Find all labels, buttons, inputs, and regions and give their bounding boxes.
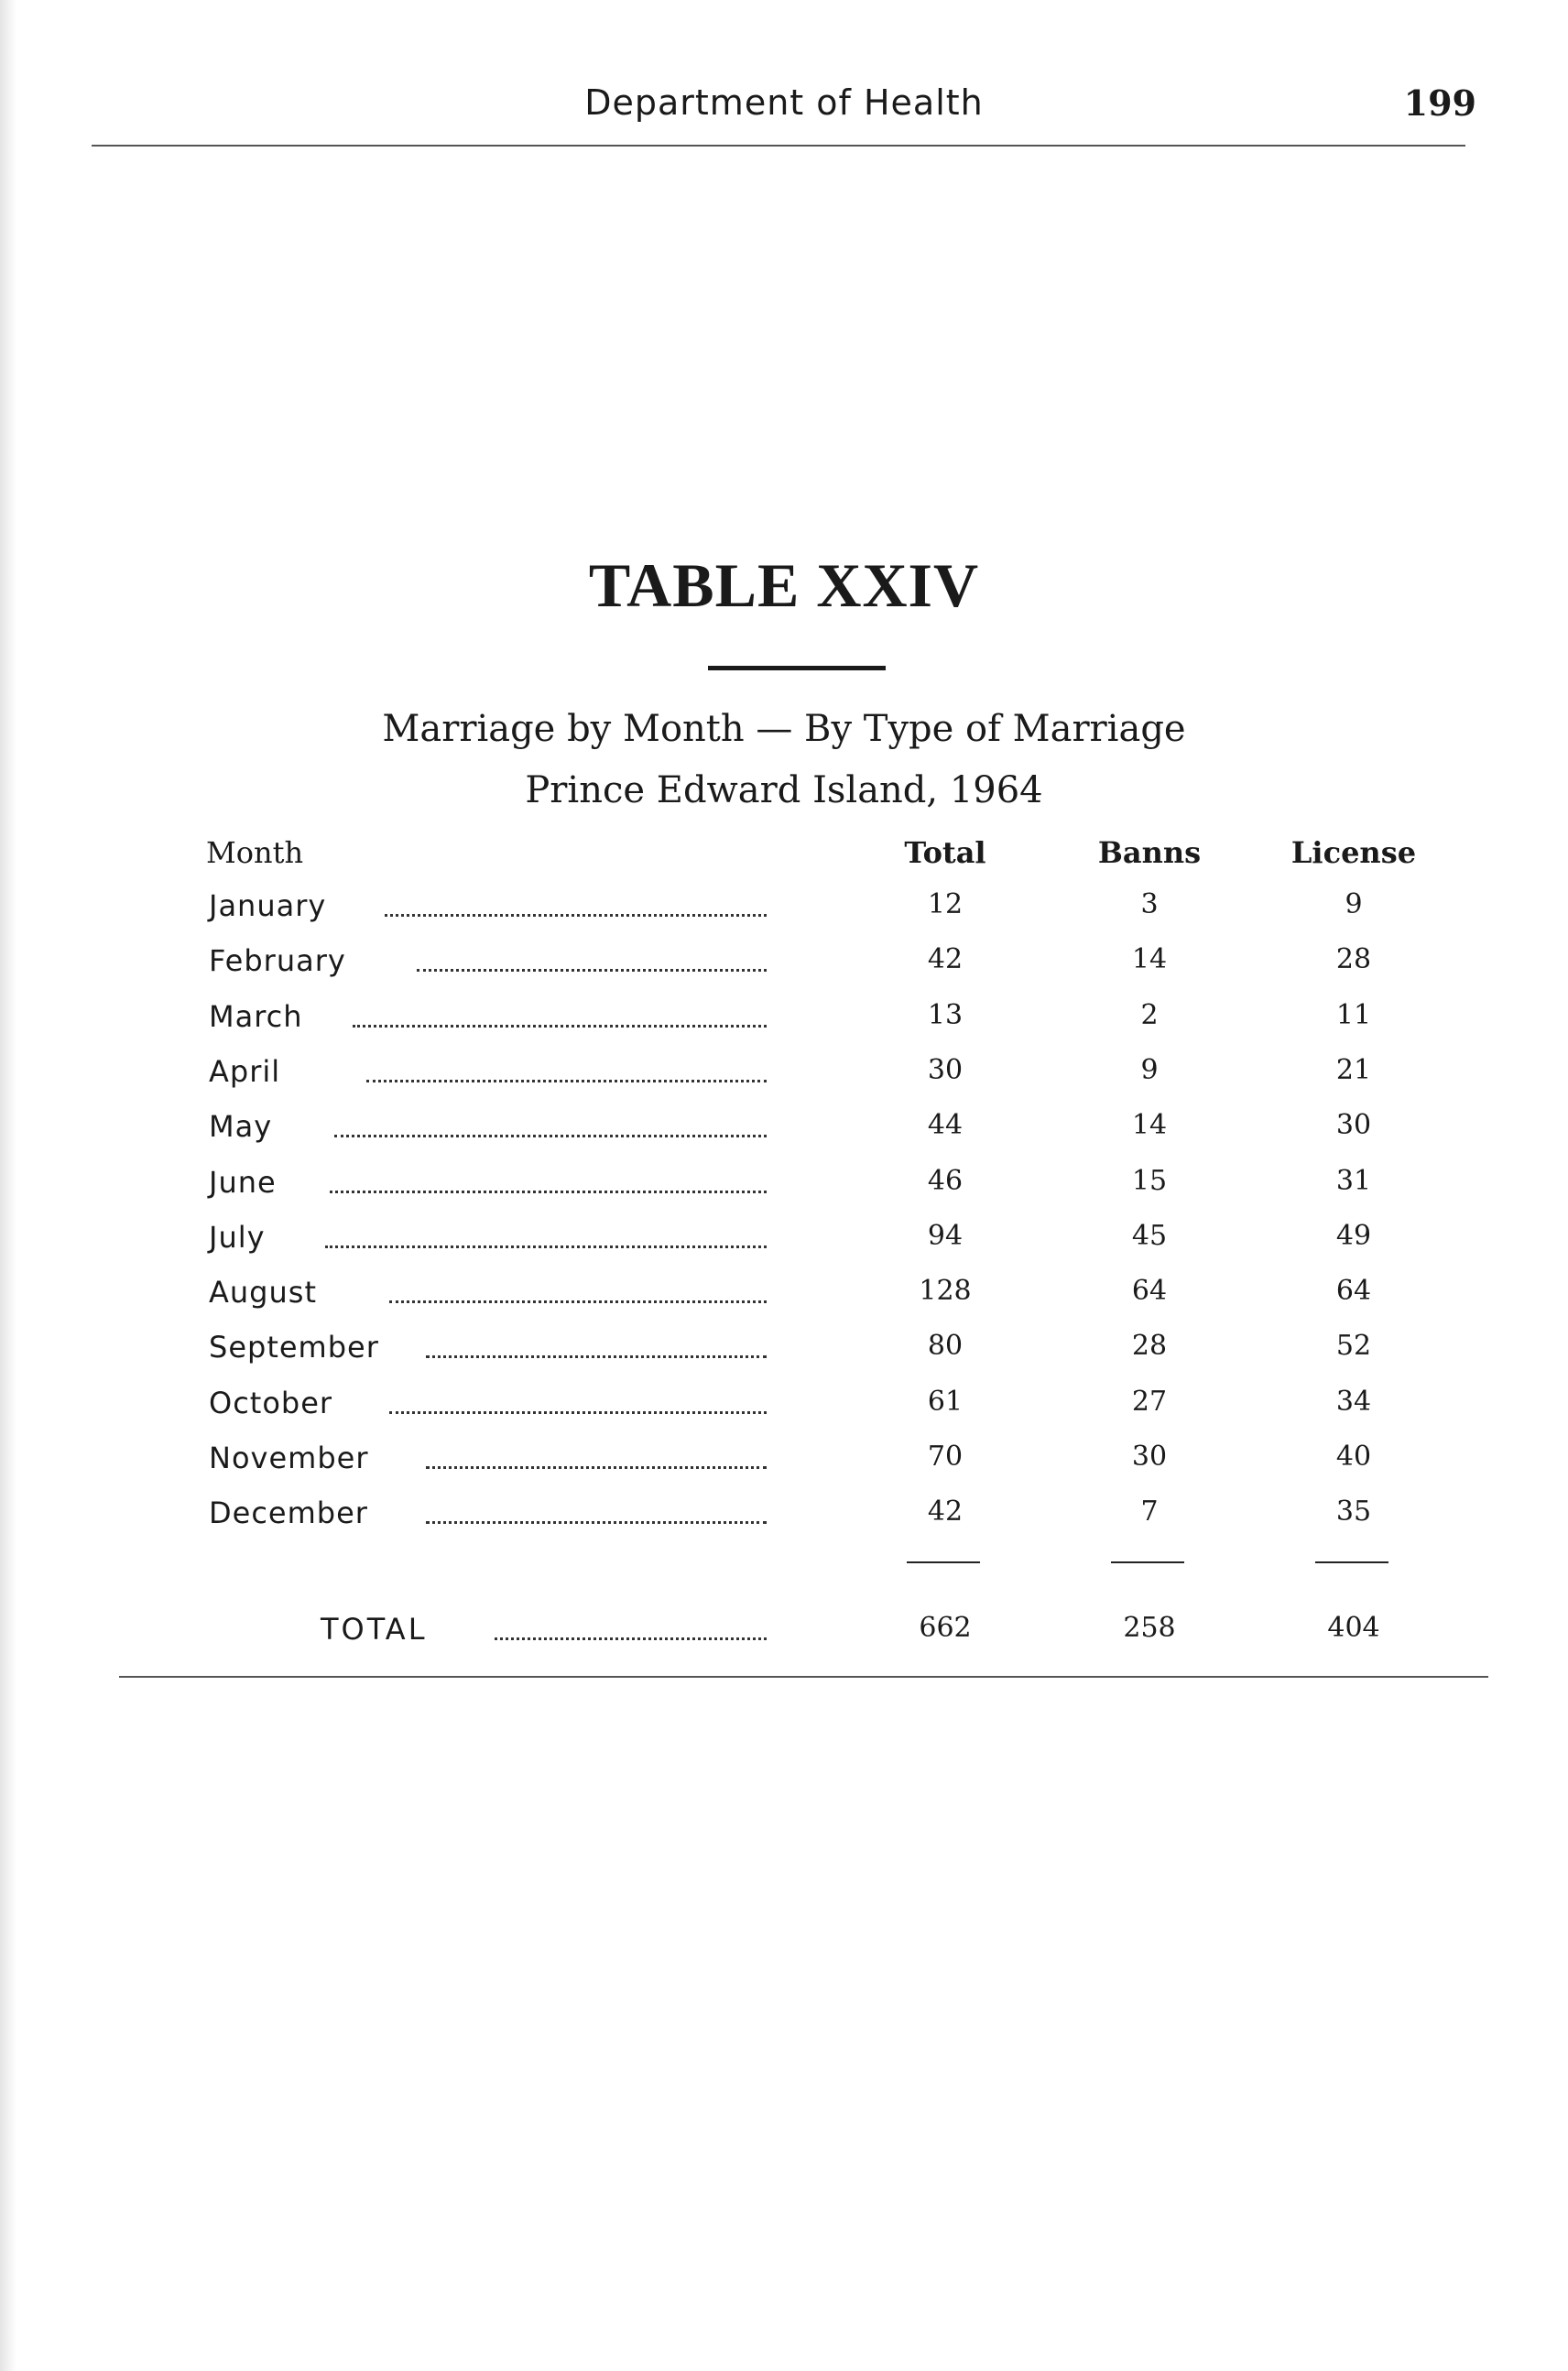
total-cell: 61 [927,1385,964,1418]
table-row [0,1275,1568,1321]
banns-cell: 45 [1131,1219,1168,1252]
dot-leader [325,1245,767,1248]
month-label: September [209,1330,379,1365]
table-row [0,943,1568,989]
month-label: May [209,1109,273,1145]
license-cell: 52 [1335,1330,1372,1363]
banns-cell: 7 [1140,1495,1159,1528]
banns-cell: 64 [1131,1275,1168,1308]
month-label: February [209,943,346,979]
license-cell: 404 [1327,1612,1380,1644]
banns-cell: 9 [1140,1053,1159,1086]
table-row [0,1495,1568,1541]
dot-leader [366,1080,767,1082]
license-cell: 28 [1335,943,1372,976]
banns-cell: 14 [1131,1109,1168,1142]
banns-cell: 3 [1140,888,1159,920]
table-row [0,1441,1568,1486]
dot-leader [389,1411,767,1414]
table-total-row [0,1612,1568,1658]
total-cell: 30 [927,1053,964,1086]
title-underline [708,666,886,670]
license-cell: 35 [1335,1495,1372,1528]
license-cell: 31 [1335,1164,1372,1197]
footer-rule [119,1676,1488,1678]
total-cell: 662 [919,1612,972,1644]
total-cell: 42 [927,943,964,976]
total-cell: 46 [927,1164,964,1197]
table-row [0,1330,1568,1376]
month-label: August [209,1275,317,1311]
dot-leader [330,1191,767,1193]
table-row [0,1386,1568,1431]
month-label: November [209,1441,369,1475]
total-cell: 12 [927,888,964,920]
month-label: April [209,1053,281,1089]
total-cell: 44 [927,1109,964,1142]
month-label: July [209,1219,266,1255]
license-cell: 64 [1335,1275,1372,1308]
dot-leader [426,1521,767,1524]
dot-leader [389,1300,767,1303]
month-label: October [209,1385,333,1420]
sum-rule-total [907,1561,980,1563]
header-rule [92,145,1465,147]
total-cell: 70 [927,1441,964,1473]
column-header-total: Total [904,835,986,870]
banns-cell: 14 [1131,943,1168,976]
table-row [0,1165,1568,1211]
license-cell: 11 [1335,998,1372,1031]
banns-cell: 15 [1131,1164,1168,1197]
license-cell: 49 [1335,1219,1372,1252]
license-cell: 9 [1345,888,1363,920]
column-header-month: Month [206,835,304,870]
total-cell: 80 [927,1330,964,1363]
month-label: January [209,888,327,923]
dot-leader [495,1637,767,1640]
banns-cell: 28 [1131,1330,1168,1363]
banns-cell: 2 [1140,998,1159,1031]
dot-leader [426,1466,767,1469]
total-cell: 42 [927,1495,964,1528]
column-header-banns: Banns [1097,835,1202,870]
table-row [0,888,1568,934]
dot-leader [426,1355,767,1358]
month-label: March [209,998,303,1034]
banns-cell: 27 [1131,1385,1168,1418]
dot-leader [353,1025,767,1028]
sum-rule-license [1315,1561,1388,1563]
total-label: TOTAL [321,1612,428,1647]
license-cell: 30 [1335,1109,1372,1142]
column-header-license: License [1290,835,1417,870]
month-label: June [209,1164,277,1200]
dot-leader [417,969,767,972]
license-cell: 34 [1335,1385,1372,1418]
page-number: 199 [1403,82,1476,124]
banns-cell: 30 [1131,1441,1168,1473]
table-subtitle-region: Prince Edward Island, 1964 [525,769,1043,811]
license-cell: 40 [1335,1441,1372,1473]
banns-cell: 258 [1123,1612,1176,1644]
running-header [0,82,1568,137]
license-cell: 21 [1335,1053,1372,1086]
total-cell: 94 [927,1219,964,1252]
month-label: December [209,1495,368,1531]
total-cell: 128 [919,1275,972,1308]
table-row [0,1054,1568,1100]
table-row [0,1109,1568,1155]
table-subtitle: Marriage by Month — By Type of Marriage [382,708,1186,750]
total-cell: 13 [927,998,964,1031]
sum-rule-banns [1111,1561,1184,1563]
dot-leader [334,1135,767,1137]
running-title: Department of Health [584,82,984,123]
table-row [0,1220,1568,1266]
table-title: TABLE XXIV [588,550,980,620]
table-row [0,999,1568,1045]
dot-leader [385,914,767,917]
